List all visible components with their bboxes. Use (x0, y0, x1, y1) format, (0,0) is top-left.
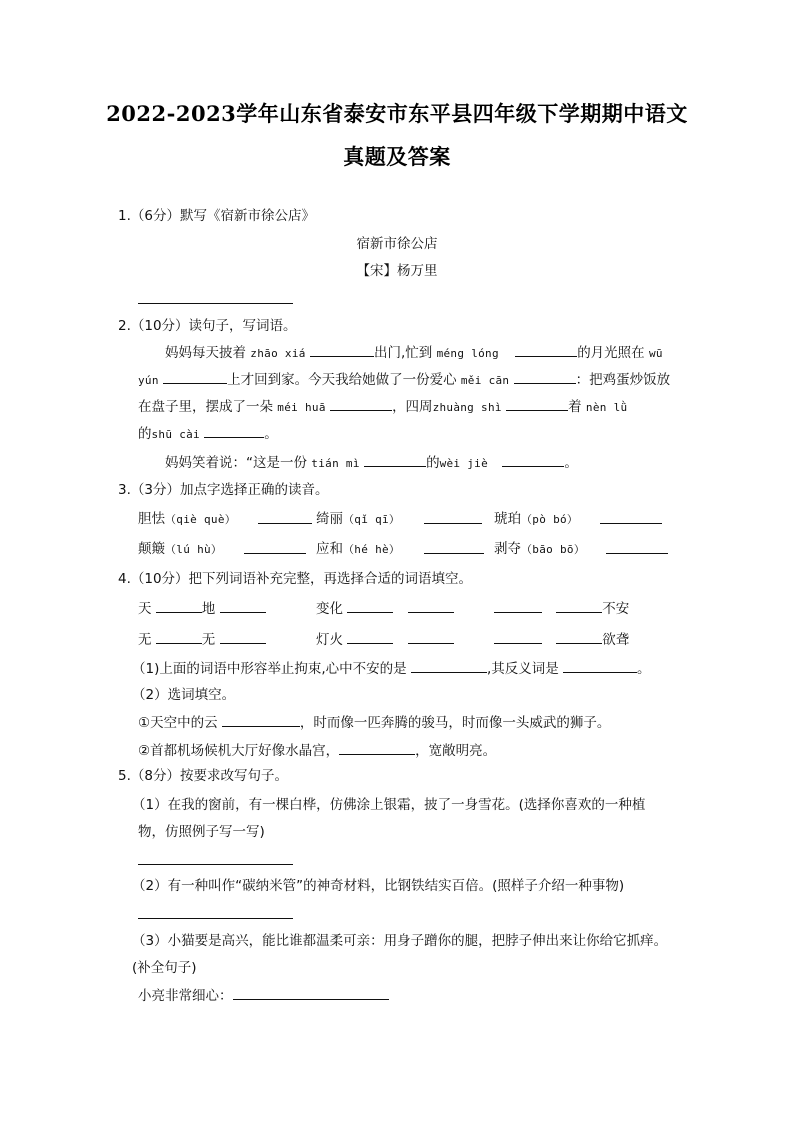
q4-subquestion-1 (132, 658, 651, 679)
q5-item-1-answer-line[interactable] (138, 864, 293, 865)
q3-options: （bāo bō） (521, 543, 586, 556)
q1-poem-title: 宿新市徐公店 (356, 236, 438, 252)
q4-text: ①天空中的云 (138, 715, 218, 731)
q4-text: （1)上面的词语中形容举止拘束,心中不安的是 (132, 661, 407, 677)
q3-answer-blank[interactable] (258, 523, 312, 524)
q4-blank[interactable] (556, 598, 602, 613)
q3-word: 胆怯 (138, 511, 165, 527)
q4-blank[interactable] (563, 658, 637, 673)
q3-item (316, 539, 400, 560)
q2-paragraph-line-4 (138, 423, 278, 445)
q4-fill-2 (138, 740, 496, 761)
q3-word: 琥珀 (494, 511, 521, 527)
q3-word: 剥夺 (494, 541, 521, 557)
q3-word: 颠簸 (138, 541, 165, 557)
q4-blank[interactable] (494, 629, 542, 644)
q2-text: 着 (568, 399, 582, 415)
q4-char: 无 (138, 632, 152, 648)
q4-blank[interactable] (156, 629, 202, 644)
q4-char: 地 (201, 601, 216, 617)
q2-text: 妈妈笑着说：“这是一份 (165, 455, 307, 471)
q2-blank[interactable] (330, 396, 392, 411)
q3-answer-blank[interactable] (606, 553, 668, 554)
q2-pinyin: zhuàng shì (432, 401, 502, 414)
q4-blank[interactable] (494, 598, 542, 613)
q2-text: 。 (264, 426, 278, 442)
q5-item-2-answer-line[interactable] (138, 918, 293, 919)
q2-text: 在盘子里，摆成了一朵 (138, 399, 273, 415)
q4-blank[interactable] (220, 598, 266, 613)
q4-text: ,其反义词是 (486, 661, 559, 677)
q2-text: 出门,忙到 (373, 345, 433, 361)
q3-options: （hé hè） (343, 543, 401, 556)
q2-text: ，四周 (392, 399, 433, 415)
q2-blank[interactable] (364, 452, 426, 467)
q4-blank[interactable] (220, 629, 266, 644)
q5-item-1-line-1: （1）在我的窗前，有一棵白桦，仿佛涂上银霜，披了一身雪花。(选择你喜欢的一种植 (132, 797, 646, 813)
q2-text: ：把鸡蛋炒饭放 (575, 372, 671, 388)
q4-char: 灯火 (316, 632, 343, 648)
q3-answer-blank[interactable] (424, 523, 482, 524)
q4-idiom-6 (494, 629, 629, 650)
q3-item (138, 509, 236, 530)
q2-blank[interactable] (204, 423, 264, 438)
q2-pinyin: méng lóng (436, 347, 499, 360)
q2-paragraph-line-3 (138, 396, 627, 418)
q4-subquestion-2: （2）选词填空。 (132, 687, 236, 703)
q4-blank[interactable] (556, 629, 602, 644)
q2-pinyin: yún (138, 374, 159, 387)
q2-pinyin: nèn lǜ (585, 401, 628, 414)
q5-stem: 5.（8分）按要求改写句子。 (118, 768, 288, 784)
q3-options: （qiè què） (165, 513, 237, 526)
q4-char: 天 (138, 601, 152, 617)
q2-pinyin: měi cān (460, 374, 510, 387)
q2-paragraph-line-2 (138, 369, 670, 391)
q4-idiom-3 (494, 598, 629, 619)
q2-blank[interactable] (514, 369, 576, 384)
q4-text: ②首都机场候机大厅好像水晶宫， (138, 743, 340, 759)
q3-options: （qǐ qī） (343, 513, 401, 526)
q3-options: （lú hù） (165, 543, 223, 556)
page-title-line-2: 真题及答案 (343, 144, 451, 169)
q4-text: ，宽敞明亮。 (415, 743, 497, 759)
q5-item-2: （2）有一种叫作“碳纳米管”的神奇材料，比钢铁结实百倍。(照样子介绍一种事物) (132, 878, 625, 894)
q1-stem: 1.（6分）默写《宿新市徐公店》 (118, 208, 315, 224)
q5-answer-blank[interactable] (233, 985, 389, 1000)
q4-char: 不安 (602, 601, 630, 617)
q2-paragraph-line-1 (165, 342, 663, 364)
q4-blank[interactable] (347, 598, 393, 613)
q5-item-3-line-1: （3）小猫要是高兴，能比谁都温柔可亲：用身子蹭你的腿，把脖子伸出来让你给它抓痒。 (132, 933, 668, 949)
q1-answer-line[interactable] (138, 303, 293, 304)
q2-paragraph-line-5 (165, 452, 578, 474)
q2-blank[interactable] (506, 396, 568, 411)
q2-text: 的月光照在 (577, 345, 645, 361)
q4-blank[interactable] (347, 629, 393, 644)
q3-item (494, 509, 578, 530)
q4-blank[interactable] (408, 598, 454, 613)
q4-char: 变化 (316, 601, 343, 617)
q1-poem-author: 【宋】杨万里 (356, 263, 438, 279)
q5-item-1-line-2: 物，仿照例子写一写) (138, 824, 265, 840)
q4-idiom-4 (138, 629, 266, 650)
q4-fill-1 (138, 712, 610, 733)
q3-options: （pò bó） (521, 513, 579, 526)
q4-idiom-5 (316, 629, 454, 650)
q3-item (138, 539, 222, 560)
q2-blank[interactable] (163, 369, 227, 384)
q2-text: 上才回到家。今天我给她做了一份爱心 (227, 372, 457, 388)
q2-blank[interactable] (502, 452, 564, 467)
q2-pinyin: méi huā (277, 401, 326, 414)
q4-blank[interactable] (339, 740, 415, 755)
q2-text: 的 (138, 426, 152, 442)
q3-item (494, 539, 585, 560)
q4-stem: 4.（10分）把下列词语补充完整，再选择合适的词语填空。 (118, 571, 473, 587)
q2-blank[interactable] (310, 342, 374, 357)
q4-char: 欲聋 (602, 632, 630, 648)
q3-stem: 3.（3分）加点字选择正确的读音。 (118, 482, 329, 498)
q4-text: ，时而像一匹奔腾的骏马，时而像一头威武的狮子。 (299, 715, 611, 731)
q3-answer-blank[interactable] (424, 553, 484, 554)
page-title-line-1: 2022-2023学年山东省泰安市东平县四年级下学期期中语文 (106, 101, 688, 126)
q3-answer-blank[interactable] (244, 553, 306, 554)
q5-item-3-prompt (138, 985, 389, 1006)
q4-idiom-1 (138, 598, 266, 619)
q2-pinyin: wèi jiè (439, 457, 489, 470)
q2-stem: 2.（10分）读句子，写词语。 (118, 318, 297, 334)
q2-pinyin: wū (648, 347, 663, 360)
q4-blank[interactable] (156, 598, 202, 613)
q4-idiom-2 (316, 598, 454, 619)
q4-char: 无 (201, 632, 216, 648)
q4-text: 。 (637, 661, 651, 677)
q2-text: 妈妈每天披着 (165, 345, 246, 361)
q2-pinyin: zhāo xiá (250, 347, 306, 360)
q2-blank[interactable] (515, 342, 577, 357)
q3-item (316, 509, 400, 530)
q5-text: 小亮非常细心： (138, 988, 233, 1004)
q2-text: 。 (564, 455, 578, 471)
q4-blank[interactable] (411, 658, 487, 673)
q3-word: 绮丽 (316, 511, 343, 527)
q2-pinyin: shū cài (151, 428, 200, 441)
q4-blank[interactable] (408, 629, 454, 644)
q3-answer-blank[interactable] (600, 523, 662, 524)
q2-pinyin: tián mì (311, 457, 360, 470)
q4-blank[interactable] (222, 712, 300, 727)
q2-text: 的 (426, 455, 440, 471)
q5-item-3-line-2: (补全句子) (132, 960, 197, 976)
q3-word: 应和 (316, 541, 343, 557)
